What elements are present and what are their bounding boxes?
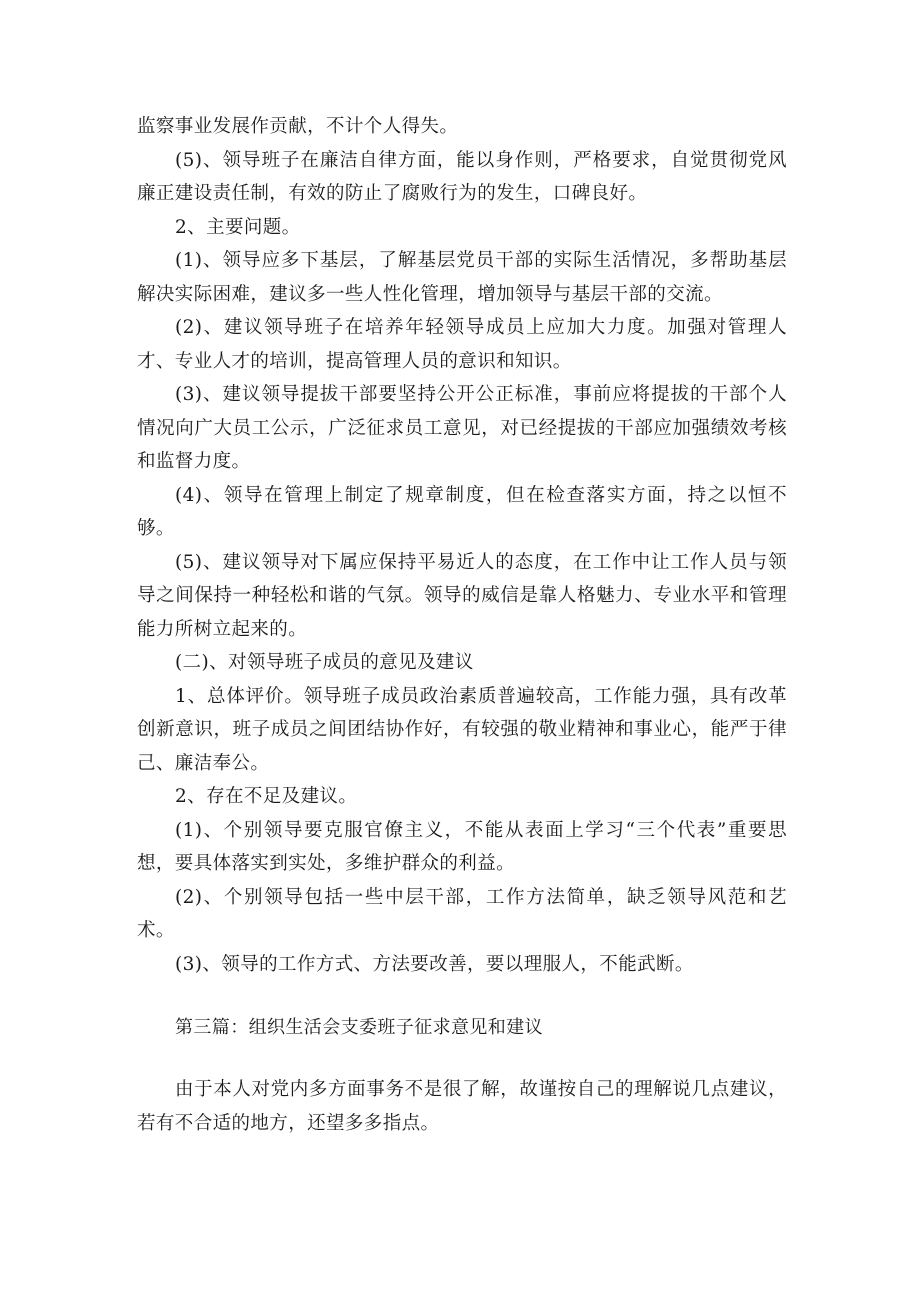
paragraph-shortcoming-3: (3)、领导的工作方式、方法要改善，要以理服人，不能武断。 xyxy=(175,953,694,975)
paragraph-shortcomings-heading: 2、存在不足及建议。 xyxy=(175,786,358,807)
section-heading: 第三篇：组织生活会支委班子征求意见和建议 xyxy=(175,1017,543,1038)
paragraph-overall-evaluation: 1、总体评价。领导班子成员政治素质普遍较高，工作能力强，具有改革创新意识，班子成员之间团结协作好，有较强的敬业精神和事业心，能严于律己、廉洁奉公。 xyxy=(137,685,787,774)
paragraph-problem-2: (2)、建议领导班子在培养年轻领导成员上应加大力度。加强对管理人才、专业人才的培训，提高管理人员的意识和知识。 xyxy=(137,317,787,372)
paragraph-main-problems-heading: 2、主要问题。 xyxy=(175,216,301,238)
paragraph-problem-3: (3)、建议领导提拔干部要坚持公开公正标准，事前应将提拔的干部个人情况向广大员工公示，广泛征求员工意见，对已经提拔的干部应加强绩效考核和监督力度。 xyxy=(137,384,787,472)
document-body xyxy=(137,110,787,1141)
paragraph-section-two-heading: (二)、对领导班子成员的意见及建议 xyxy=(175,652,474,673)
intro-paragraph: 由于本人对党内多方面事务不是很了解，故谨按自己的理解说几点建议，若有不合适的地方，还望多多指点。 xyxy=(137,1078,787,1134)
paragraph-shortcoming-2: (2)、个别领导包括一些中层干部，工作方法简单，缺乏领导风范和艺术。 xyxy=(137,886,787,941)
paragraph-problem-1: (1)、领导应多下基层，了解基层党员干部的实际生活情况，多帮助基层解决实际困难，建议多一些人性化管理，增加领导与基层干部的交流。 xyxy=(137,250,787,305)
paragraph-item-5-integrity: (5)、领导班子在廉洁自律方面，能以身作则，严格要求，自觉贯彻党风廉正建设责任制，有效的防止了腐败行为的发生，口碑良好。 xyxy=(137,149,787,204)
paragraph-shortcoming-1: (1)、个别领导要克服官僚主义，不能从表面上学习“三个代表”重要思想，要具体落实到实处，多维护群众的利益。 xyxy=(137,819,787,874)
paragraph-problem-5: (5)、建议领导对下属应保持平易近人的态度，在工作中让工作人员与领导之间保持一种轻松和谐的气氛。领导的威信是靠人格魅力、专业水平和管理能力所树立起来的。 xyxy=(137,551,787,640)
paragraph-problem-4: (4)、领导在管理上制定了规章制度，但在检查落实方面，持之以恒不够。 xyxy=(137,484,787,539)
paragraph-continuation: 监察事业发展作贡献，不计个人得失。 xyxy=(137,116,459,137)
